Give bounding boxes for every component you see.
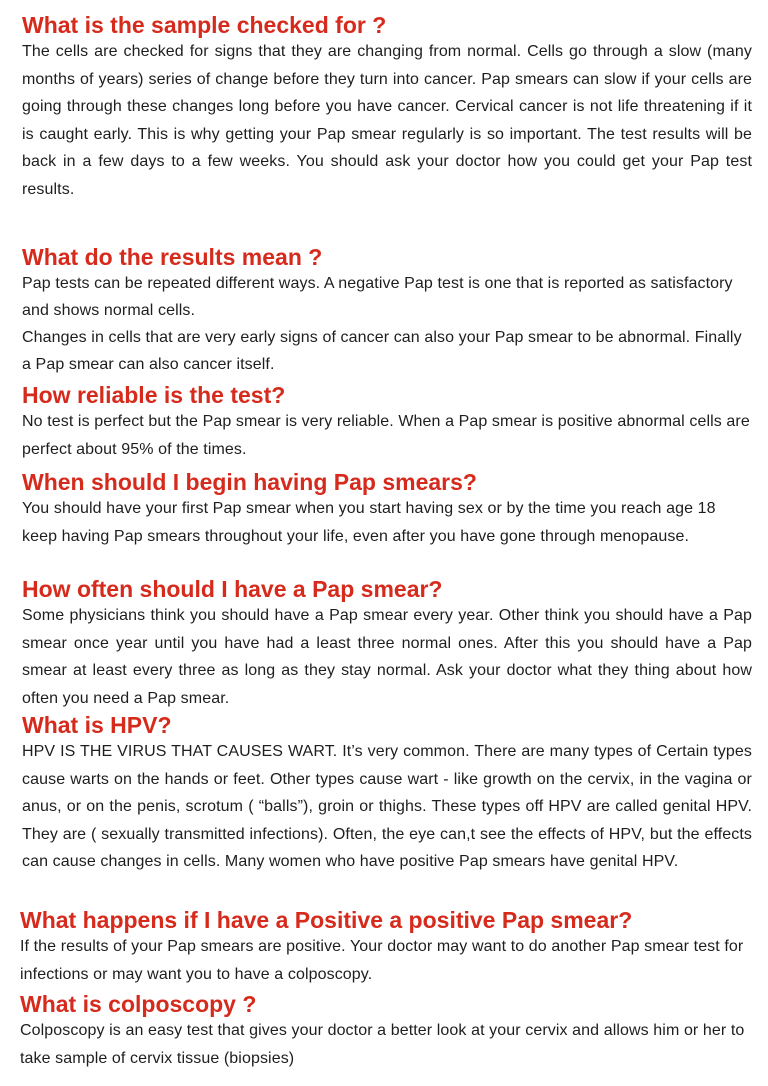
section-paragraph: The cells are checked for signs that they are changing from normal. Cells go through a slow (many months of years) series of change before they turn into cancer. Pap smears can slow if your cells are going through these changes long before you have cancer. Cervical cancer is not life threatening if it is caught early. This is why getting your Pap smear regularly is so important. The test results will be back in a few days to a few weeks. You should ask your doctor how you could get your Pap test results. xyxy=(22,43,752,198)
section-heading: When should I begin having Pap smears? xyxy=(22,469,477,495)
section-colposcopy xyxy=(20,991,752,1073)
section-heading: What is HPV? xyxy=(22,712,172,738)
section-paragraph: You should have your first Pap smear when you start having sex or by the time you reach age 18 keep having Pap smears throughout your life, even after you have gone through menopause. xyxy=(22,500,716,545)
section-heading: What is the sample checked for ? xyxy=(22,12,387,38)
section-heading: What is colposcopy ? xyxy=(20,991,257,1017)
section-paragraph: Pap tests can be repeated different ways. A negative Pap test is one that is reported as satisfactory and shows normal cells. xyxy=(22,275,733,319)
section-heading: How reliable is the test? xyxy=(22,382,286,408)
section-heading: What do the results mean ? xyxy=(22,244,323,270)
section-heading: What happens if I have a Positive a positive Pap smear? xyxy=(20,907,633,933)
section-when-begin xyxy=(22,469,752,551)
section-how-often xyxy=(22,576,752,712)
section-paragraph: Colposcopy is an easy test that gives your doctor a better look at your cervix and allows him or her to take sample of cervix tissue (biopsies) xyxy=(20,1022,745,1067)
section-what-is-hpv xyxy=(22,712,752,876)
section-positive-result xyxy=(20,907,752,989)
section-heading: How often should I have a Pap smear? xyxy=(22,576,443,602)
section-paragraph: If the results of your Pap smears are positive. Your doctor may want to do another Pap smear test for infections or may want you to have a colposcopy. xyxy=(20,938,744,983)
section-paragraph: HPV IS THE VIRUS THAT CAUSES WART. It’s very common. There are many types of Certain types cause warts on the hands or feet. Other types cause wart - like growth on the cervix, in the vagina or anus, or on the penis, scrotum ( “balls”), groin or thighs. These types off HPV are called genital HPV. They are ( sexually transmitted infections). Often, the eye can,t see the effects of HPV, but the effects can cause changes in cells. Many women who have positive Pap smears have genital HPV. xyxy=(22,743,752,870)
section-paragraph: Some physicians think you should have a Pap smear every year. Other think you should have a Pap smear once year until you have had a least three normal ones. After this you should have a Pap smear at least every three as long as they stay normal. Ask your doctor what they thing about how often you need a Pap smear. xyxy=(22,607,752,707)
section-results-mean xyxy=(22,244,752,378)
section-paragraph: Changes in cells that are very early signs of cancer can also your Pap smear to be abnormal. Finally a Pap smear can also cancer itself. xyxy=(22,329,742,373)
section-sample-checked xyxy=(22,12,752,203)
section-reliability xyxy=(22,382,752,463)
section-paragraph: No test is perfect but the Pap smear is very reliable. When a Pap smear is positive abnormal cells are perfect about 95% of the times. xyxy=(22,413,750,458)
